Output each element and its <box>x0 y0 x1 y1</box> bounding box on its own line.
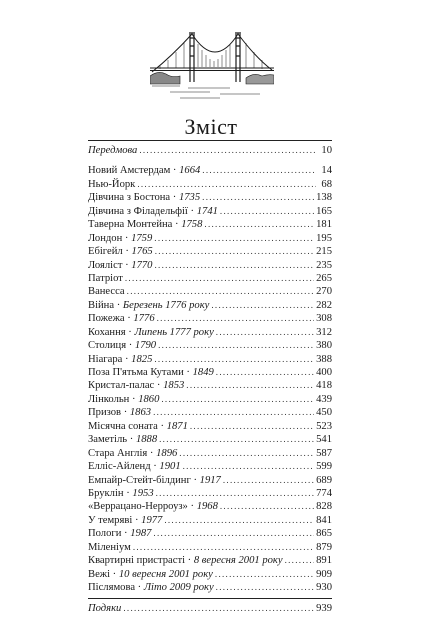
chapter-list <box>88 164 332 594</box>
toc-entry <box>88 581 332 594</box>
toc-entry <box>88 272 332 285</box>
entry-date: 1759 <box>131 232 153 244</box>
entry-date: 1968 <box>196 501 218 513</box>
toc-entry <box>88 245 332 258</box>
entry-page: 380 <box>316 340 332 352</box>
toc-entry <box>88 487 332 500</box>
entry-page: 270 <box>316 286 332 298</box>
entry-title: Ванесса <box>88 286 125 298</box>
toc-entry <box>88 474 332 487</box>
entry-title: Місячна соната <box>88 420 158 432</box>
entry-page: 265 <box>316 272 332 284</box>
entry-page: 235 <box>316 259 332 271</box>
entry-date: 1860 <box>138 393 160 405</box>
toc-preface: Передмова ..... 10 <box>88 144 332 157</box>
entry-page: 215 <box>316 246 332 258</box>
entry-separator: · <box>110 568 119 580</box>
entry-date: Липень 1777 року <box>134 326 214 338</box>
entry-date: 1735 <box>178 192 201 204</box>
entry-page: 450 <box>316 407 332 419</box>
entry-title: Новий Амстердам <box>88 165 171 177</box>
entry-page: 181 <box>316 219 332 231</box>
toc-entry <box>88 460 332 473</box>
entry-title: Емпайр-Стейт-білдинг <box>88 474 191 486</box>
toc-entry <box>88 514 332 527</box>
entry-separator: · <box>122 246 132 258</box>
entry-separator: · <box>122 353 132 365</box>
toc-entry <box>88 554 332 567</box>
entry-separator: · <box>190 474 200 486</box>
toc-entry <box>88 379 332 392</box>
entry-date: 1765 <box>131 246 153 258</box>
entry-page: 400 <box>316 367 332 378</box>
entry-date: 1888 <box>135 434 158 446</box>
entry-separator: · <box>129 393 139 405</box>
entry-page: 541 <box>316 434 332 446</box>
entry-date: 8 вересня 2001 року <box>193 555 283 567</box>
entry-title: Призов <box>88 407 122 419</box>
entry-title: Бруклін <box>88 487 124 499</box>
entry-separator: · <box>122 232 132 244</box>
entry-page: 841 <box>316 514 332 526</box>
entry-date: 1977 <box>141 514 163 526</box>
entry-title: Післямова <box>88 582 136 593</box>
divider <box>88 140 332 141</box>
toc-entry <box>88 541 332 554</box>
entry-date: 1664 <box>179 165 201 177</box>
entry-page: 439 <box>316 393 332 405</box>
entry-separator: · <box>121 407 130 419</box>
entry-page: 774 <box>316 487 332 499</box>
entry-date: 1770 <box>131 259 153 271</box>
entry-date: 1790 <box>134 340 157 352</box>
entry-title: Війна <box>88 299 115 311</box>
toc-entry <box>88 259 332 272</box>
entry-title: Пологи <box>88 528 122 540</box>
entry-title: У темряві <box>88 514 133 526</box>
page-title: Зміст <box>184 114 238 139</box>
toc-entry <box>88 218 332 231</box>
entry-title: Поза П'ятьма Кутами <box>88 367 184 378</box>
toc-entry <box>88 406 332 419</box>
entry-date: 1901 <box>159 461 181 473</box>
entry-title: Дівчина з Бостона <box>88 192 171 204</box>
entry-title: Столиця <box>88 340 127 352</box>
entry-page: 282 <box>316 299 332 311</box>
entry-title: Вежі <box>88 568 111 580</box>
entry-separator: · <box>126 340 135 352</box>
entry-separator: · <box>183 367 193 378</box>
toc-entry <box>88 205 332 218</box>
entry-title: Елліс-Айленд <box>88 461 151 473</box>
toc-entry <box>88 326 332 339</box>
entry-date: 1987 <box>130 528 152 540</box>
toc-entry <box>88 164 332 177</box>
toc-entry <box>88 568 332 581</box>
entry-date: 1776 <box>133 313 155 325</box>
suspension-bridge-icon <box>150 24 274 106</box>
entry-page: 879 <box>316 541 332 553</box>
entry-separator: · <box>154 380 164 392</box>
entry-title: Міленіум <box>88 541 131 553</box>
entry-page: 14 <box>321 165 332 177</box>
toc-entry <box>88 178 332 191</box>
entry-title: Пожежа <box>88 313 125 325</box>
entry-title: Квартирні пристрасті <box>88 555 186 567</box>
entry-separator: · <box>157 420 167 432</box>
entry-page: 909 <box>316 568 332 580</box>
toc-entry <box>88 232 332 245</box>
entry-separator: · <box>114 299 123 311</box>
entry-page: 587 <box>316 447 332 459</box>
toc-entry <box>88 527 332 540</box>
entry-date: 1825 <box>131 353 153 365</box>
entry-page: 312 <box>316 326 332 338</box>
entry-title: Таверна Монтейна <box>88 219 173 231</box>
table-of-contents <box>88 140 332 616</box>
entry-date: 1896 <box>156 447 178 459</box>
entry-page: 68 <box>321 178 332 190</box>
entry-separator: · <box>147 447 157 459</box>
entry-title: Кристал-палас <box>88 380 155 392</box>
toc-acknowledgements: Подяки ..... 939 <box>88 602 332 615</box>
entry-separator: · <box>121 528 131 540</box>
entry-title: Заметіль <box>88 434 128 446</box>
toc-entry <box>88 393 332 406</box>
entry-page: 195 <box>316 232 332 244</box>
entry-title: Лінкольн <box>88 393 130 405</box>
entry-date: Березень 1776 року <box>122 299 210 311</box>
entry-page: 388 <box>316 353 332 365</box>
entry-title: Ебігейл <box>88 246 123 258</box>
entry-separator: · <box>150 461 160 473</box>
entry-date: 10 вересня 2001 року <box>118 568 213 580</box>
entry-title: Ніагара <box>88 353 123 365</box>
entry-date: 1871 <box>166 420 188 432</box>
entry-title: Кохання <box>88 326 126 338</box>
entry-title: Лондон <box>88 232 123 244</box>
entry-date: 1953 <box>132 487 154 499</box>
entry-page: 891 <box>316 555 332 567</box>
entry-title: «Веррацано-Нерроуз» <box>88 501 188 513</box>
entry-page: 523 <box>316 420 332 432</box>
entry-date: Літо 2009 року <box>143 582 214 593</box>
entry-page: 418 <box>316 380 332 392</box>
toc-entry <box>88 339 332 352</box>
entry-page: 138 <box>316 192 332 204</box>
entry-date: 1758 <box>181 219 203 231</box>
entry-separator: · <box>123 487 133 499</box>
toc-entry <box>88 447 332 460</box>
toc-entry <box>88 191 332 204</box>
toc-entry <box>88 433 332 446</box>
entry-date: 1853 <box>163 380 185 392</box>
entry-title: Лояліст <box>88 259 123 271</box>
entry-page: 308 <box>316 313 332 325</box>
entry-separator: · <box>122 259 132 271</box>
toc-entry <box>88 366 332 379</box>
entry-title: Стара Англія <box>88 447 148 459</box>
entry-date: 1863 <box>129 407 152 419</box>
entry-date: 1849 <box>192 367 214 378</box>
entry-date: 1741 <box>196 205 218 217</box>
entry-title: Дівчина з Філадельфії <box>88 205 188 217</box>
entry-separator: · <box>187 501 197 513</box>
entry-page: 930 <box>316 582 332 593</box>
entry-title: Нью-Йорк <box>88 178 136 190</box>
entry-separator: · <box>125 326 135 338</box>
entry-date: 1917 <box>199 474 221 486</box>
toc-entry <box>88 312 332 325</box>
entry-separator: · <box>127 434 136 446</box>
entry-separator: · <box>132 514 142 526</box>
entry-page: 828 <box>316 501 332 513</box>
entry-separator: · <box>170 192 179 204</box>
toc-entry <box>88 420 332 433</box>
toc-entry <box>88 500 332 513</box>
divider <box>88 598 332 599</box>
entry-page: 599 <box>316 461 332 473</box>
entry-page: 865 <box>316 528 332 540</box>
entry-page: 165 <box>316 205 332 217</box>
entry-separator: · <box>185 555 194 567</box>
entry-separator: · <box>187 205 197 217</box>
toc-entry <box>88 353 332 366</box>
entry-separator: · <box>124 313 134 325</box>
toc-entry <box>88 285 332 298</box>
toc-entry <box>88 299 332 312</box>
entry-separator: · <box>135 582 144 593</box>
entry-separator: · <box>170 165 180 177</box>
entry-title: Патріот <box>88 272 123 284</box>
entry-separator: · <box>172 219 182 231</box>
entry-page: 689 <box>316 474 332 486</box>
